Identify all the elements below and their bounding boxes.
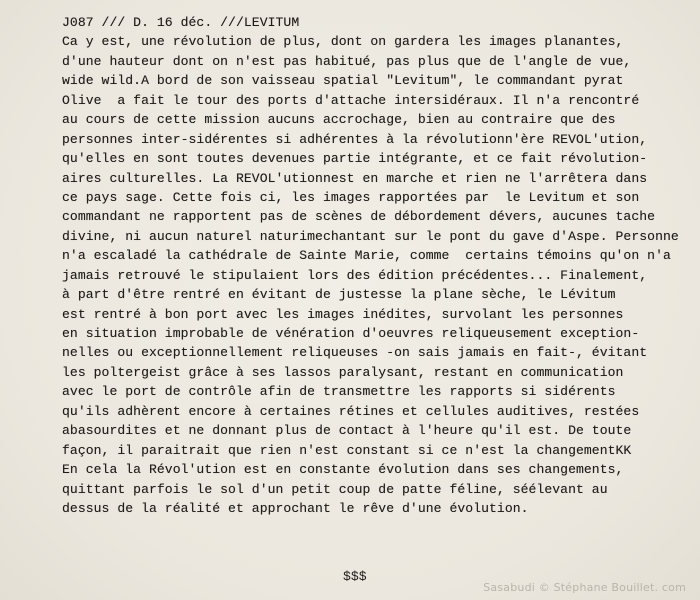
text-line: divine, ni aucun naturel naturimechantant sur le pont du gave d'Aspe. Personne xyxy=(62,228,679,244)
text-line: Olive a fait le tour des ports d'attache intersidéraux. Il n'a rencontré xyxy=(62,92,640,108)
text-line: façon, il paraitrait que rien n'est constant si ce n'est la changementKK xyxy=(62,442,632,458)
text-line: abasourdites et ne donnant plus de contact à l'heure qu'il est. De toute xyxy=(62,423,632,439)
text-line: au cours de cette mission aucuns accrochage, bien au contraire que des xyxy=(62,112,616,128)
text-line: aires culturelles. La REVOL'utionnest en marche et rien ne l'arrêtera dans xyxy=(62,170,648,186)
text-line: quittant parfois le sol d'un petit coup de patte féline, séélevant au xyxy=(62,481,608,497)
text-line: n'a escaladé la cathédrale de Sainte Marie, comme certains témoins qu'on n'a xyxy=(62,248,671,264)
text-line: qu'elles en sont toutes devenues partie intégrante, et ce fait révolution- xyxy=(62,151,648,167)
text-line: en situation improbable de vénération d'oeuvres reliqueusement exception- xyxy=(62,326,640,341)
text-line: à part d'être rentré en évitant de justesse la plane sèche, le Lévitum xyxy=(62,287,616,303)
text-line: les poltergeist grâce à ses lassos paralysant, restant en communication xyxy=(62,364,624,380)
text-line: est rentré à bon port avec les images inédites, survolant les personnes xyxy=(62,306,624,322)
text-line: commandant ne rapportent pas de scènes de débordement dévers, aucunes tache xyxy=(62,209,656,225)
document-heading: J087 /// D. 16 déc. ///LEVITUM xyxy=(62,15,300,30)
text-line: En cela la Révol'ution est en constante évolution dans ses changements, xyxy=(62,462,624,478)
text-line: ce pays sage. Cette fois ci, les images rapportées par le Levitum et son xyxy=(62,189,640,205)
text-line: dessus de la réalité et approchant le rêve d'une évolution. xyxy=(62,500,529,516)
text-line: jamais retrouvé le stipulaient lors des édition précédentes... Finalement, xyxy=(62,267,648,283)
text-line: avec le port de contrôle afin de transmettre les rapports si sidérents xyxy=(62,384,616,400)
text-line: qu'ils adhèrent encore à certaines rétines et cellules auditives, restées xyxy=(62,403,640,419)
end-mark: $$$ xyxy=(343,569,367,584)
text-line: nelles ou exceptionnellement reliqueuses -on sais jamais en fait-, évitant xyxy=(62,345,648,361)
text-line: d'une hauteur dont on n'est pas habitué, pas plus que de l'angle de vue, xyxy=(62,53,632,69)
text-line: personnes inter-sidérentes si adhérentes à la révolutionn'ère REVOL'ution, xyxy=(62,131,648,147)
text-line: Ca y est, une révolution de plus, dont on gardera les images planantes, xyxy=(62,34,624,50)
text-line: wide wild.A bord de son vaisseau spatial "Levitum", le commandant pyrat xyxy=(62,73,624,89)
copyright-credit: Sasabudi © Stéphane Bouillet. com xyxy=(483,581,686,594)
typed-text-block xyxy=(62,13,682,518)
